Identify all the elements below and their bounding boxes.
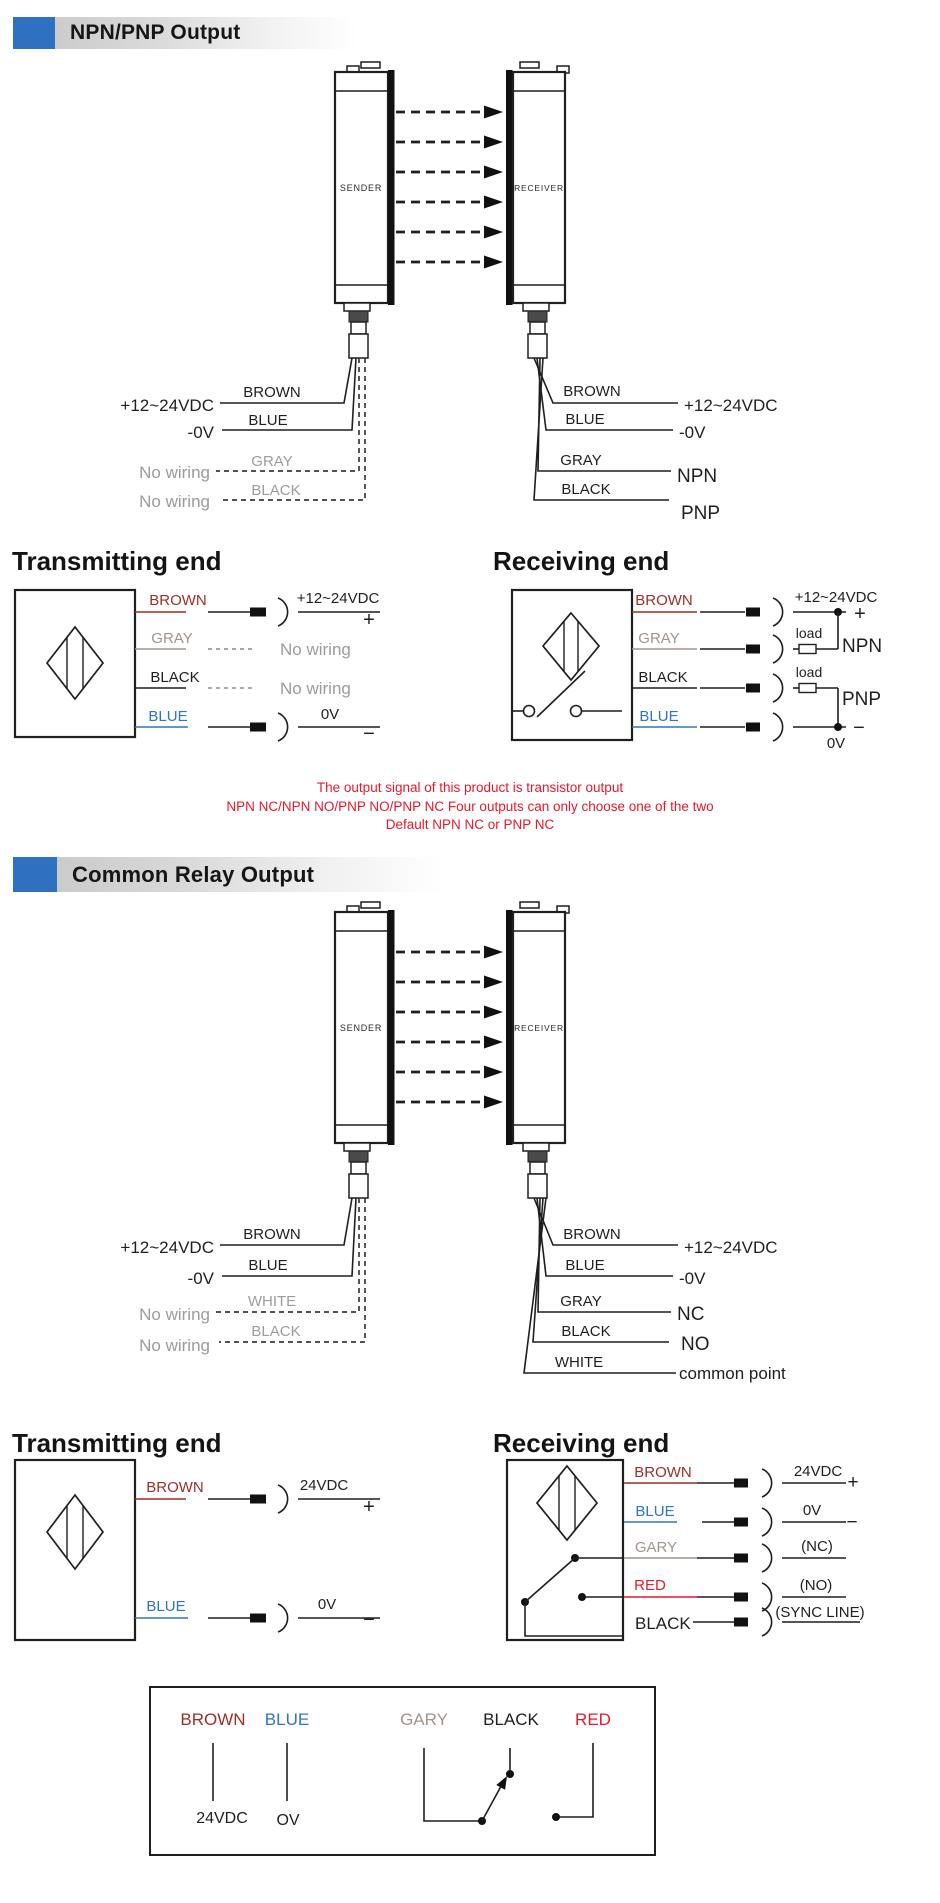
socket-icon: [762, 1583, 772, 1611]
socket-icon: [278, 713, 288, 741]
wire-label: GRAY: [251, 453, 293, 470]
plug-icon: [734, 1593, 748, 1602]
relay-contact-box: [0, 1675, 940, 1885]
wire-label: BROWN: [635, 592, 693, 609]
socket-icon: [278, 598, 288, 626]
wire-value: +12~24VDC: [296, 590, 380, 607]
wire-label: BROWN: [180, 1710, 246, 1729]
junction-dot: [834, 723, 842, 731]
receiver-wire-fanout: [524, 1198, 786, 1383]
plug-icon: [250, 1495, 266, 1504]
receiving-end-schematic: [512, 589, 882, 752]
wire-label: BLUE: [264, 1710, 310, 1729]
switch-arrowhead: [496, 1776, 507, 1790]
receiver-label: RECEIVER: [514, 1023, 564, 1033]
wire-value: No wiring: [139, 1336, 210, 1355]
wire-value: +12~24VDC: [120, 396, 214, 415]
wire-value: 24VDC: [793, 1463, 843, 1480]
polarity-sign: −: [846, 1512, 858, 1533]
section1-title: NPN/PNP Output: [70, 21, 241, 44]
polarity-sign: −: [853, 717, 865, 739]
receiver-label: RECEIVER: [514, 183, 564, 193]
load-resistor-icon: [799, 645, 816, 654]
socket-icon: [278, 1604, 288, 1632]
sender-wire-fanout: [120, 1198, 365, 1355]
socket-icon: [278, 1485, 288, 1513]
header-accent-square: [13, 857, 57, 892]
plug-icon: [746, 645, 760, 654]
wire-value: 0V: [826, 735, 846, 752]
wire-label: GRAY: [560, 452, 602, 469]
section1-header-bar: [13, 17, 358, 49]
wire-label: BLACK: [251, 1323, 301, 1340]
receiver-wire-fanout: [534, 358, 778, 524]
wire-value: PNP: [681, 503, 721, 524]
wire-label: WHITE: [554, 1354, 604, 1371]
wire-label: GARY: [400, 1710, 448, 1729]
wire-value: No wiring: [280, 640, 351, 659]
wire-label: GARY: [634, 1539, 678, 1556]
wire-label: GRAY: [151, 630, 193, 647]
wire-value: No wiring: [139, 1305, 210, 1324]
sender-wire-fanout: [120, 358, 365, 511]
wire-value: -0V: [679, 423, 706, 442]
wire-value: -0V: [187, 423, 214, 442]
relay-contact-wires: [213, 1743, 593, 1825]
wire-label: BROWN: [634, 1464, 692, 1481]
wire-value: -0V: [679, 1269, 706, 1288]
plug-icon: [734, 1618, 748, 1627]
wire-label: RED: [634, 1577, 666, 1594]
wire-value: NPN: [677, 466, 718, 487]
polarity-sign: +: [847, 1472, 859, 1493]
socket-icon: [773, 674, 783, 702]
wire-value: +12~24VDC: [794, 589, 878, 606]
wire-label: BROWN: [149, 592, 207, 609]
wire-label: BROWN: [243, 1226, 301, 1243]
wire-value: (NC): [801, 1538, 833, 1555]
sender-unit: [335, 62, 395, 305]
section1-beam-diagram: [0, 55, 940, 535]
wire-value: NC: [677, 1304, 705, 1325]
wire-label: BLACK: [638, 669, 688, 686]
polarity-sign: +: [854, 603, 866, 625]
light-beam-arrows: [396, 946, 503, 1109]
receiver-unit: [506, 902, 569, 1145]
wire-value: NPN: [842, 636, 883, 657]
note-line: The output signal of this product is transistor output: [316, 780, 624, 795]
wire-value: 0V: [317, 1596, 337, 1613]
wire-value: No wiring: [139, 463, 210, 482]
wire-value: (NO): [799, 1577, 833, 1594]
polarity-sign: −: [363, 723, 375, 745]
socket-icon: [773, 598, 783, 626]
wire-label: BLACK: [483, 1710, 539, 1729]
wire-label: GRAY: [560, 1293, 602, 1310]
wire-label: BROWN: [563, 383, 621, 400]
sender-cable-connector: [344, 1143, 370, 1198]
wire-label: BLUE: [148, 708, 188, 725]
wire-label: BROWN: [563, 1226, 621, 1243]
plug-icon: [746, 684, 760, 693]
section2-header-bar: [13, 857, 443, 892]
transmitting-end-schematic: [15, 590, 380, 745]
socket-icon: [762, 1469, 772, 1497]
junction-dot: [506, 1770, 514, 1778]
wire-value: common point: [679, 1364, 786, 1383]
section1-end-schematics: [0, 535, 940, 770]
wire-value: +12~24VDC: [684, 396, 778, 415]
sender-label: SENDER: [339, 1023, 383, 1033]
junction-dot: [552, 1813, 560, 1821]
wire-label: BLUE: [248, 1257, 288, 1274]
receiver-unit: [506, 62, 569, 305]
transmitting-end-title: Transmitting end: [12, 1428, 222, 1458]
socket-icon: [773, 713, 783, 741]
wire-value: No wiring: [139, 492, 210, 511]
polarity-sign: −: [363, 1609, 375, 1631]
wire-value: +12~24VDC: [120, 1238, 214, 1257]
wire-label: GRAY: [638, 630, 680, 647]
contact-value: 24VDC: [196, 1810, 248, 1827]
wire-label: BLACK: [251, 482, 301, 499]
wire-value: +12~24VDC: [684, 1238, 778, 1257]
header-accent-square: [13, 17, 55, 49]
load-label: load: [795, 625, 823, 641]
polarity-sign: +: [363, 609, 375, 631]
note-line: Default NPN NC or PNP NC: [385, 817, 555, 832]
plug-icon: [746, 723, 760, 732]
plug-icon: [734, 1479, 748, 1488]
receiver-cable-connector: [523, 303, 549, 358]
wire-label: BLACK: [561, 481, 611, 498]
section2-title: Common Relay Output: [72, 861, 315, 887]
socket-icon: [762, 1544, 772, 1572]
wire-label: BLACK: [561, 1323, 611, 1340]
wire-label: BLACK: [635, 1614, 691, 1633]
wire-value: NO: [681, 1334, 710, 1355]
note-line: NPN NC/NPN NO/PNP NO/PNP NC Four outputs can only choose one of the two: [226, 798, 714, 814]
transmitting-end-schematic: [15, 1460, 380, 1640]
plug-icon: [746, 608, 760, 617]
wire-label: BROWN: [243, 384, 301, 401]
wire-value: -0V: [187, 1269, 214, 1288]
plug-icon: [734, 1518, 748, 1527]
section2-beam-diagram: [0, 905, 940, 1420]
wire-value: 0V: [802, 1502, 822, 1519]
plug-icon: [250, 1614, 266, 1623]
sender-cable-connector: [344, 303, 370, 358]
plug-icon: [250, 723, 266, 732]
wire-label: BLUE: [639, 708, 679, 725]
sender-unit: [335, 902, 395, 1145]
wire-value: No wiring: [280, 679, 351, 698]
receiver-cable-connector: [523, 1143, 549, 1198]
section2-end-schematics: [0, 1425, 940, 1670]
receiving-end-title: Receiving end: [493, 546, 670, 576]
socket-icon: [773, 635, 783, 663]
wire-value: 0V: [320, 706, 340, 723]
wire-label: BLUE: [635, 1503, 675, 1520]
wire-value: (SYNC LINE): [775, 1604, 865, 1621]
load-resistor-icon: [799, 684, 816, 693]
wire-label: BLACK: [150, 669, 200, 686]
receiving-end-schematic: [507, 1460, 865, 1640]
wire-label: BLUE: [146, 1598, 186, 1615]
wire-value: 24VDC: [299, 1477, 349, 1494]
plug-icon: [250, 608, 266, 617]
contact-value: OV: [276, 1812, 300, 1829]
output-note: [0, 779, 940, 835]
socket-icon: [762, 1508, 772, 1536]
wire-value: PNP: [842, 689, 882, 710]
socket-icon: [762, 1608, 772, 1636]
wire-label: BROWN: [146, 1479, 204, 1496]
wire-label: BLUE: [565, 1257, 605, 1274]
load-label: load: [795, 664, 823, 680]
light-beam-arrows: [396, 106, 503, 269]
polarity-sign: +: [363, 1496, 375, 1518]
sender-label: SENDER: [339, 183, 383, 193]
wire-label: RED: [575, 1710, 611, 1729]
wire-label: WHITE: [247, 1293, 297, 1310]
wire-label: BLUE: [565, 411, 605, 428]
transmitting-end-title: Transmitting end: [12, 546, 222, 576]
receiving-end-title: Receiving end: [493, 1428, 670, 1458]
plug-icon: [734, 1554, 748, 1563]
wire-label: BLUE: [248, 412, 288, 429]
